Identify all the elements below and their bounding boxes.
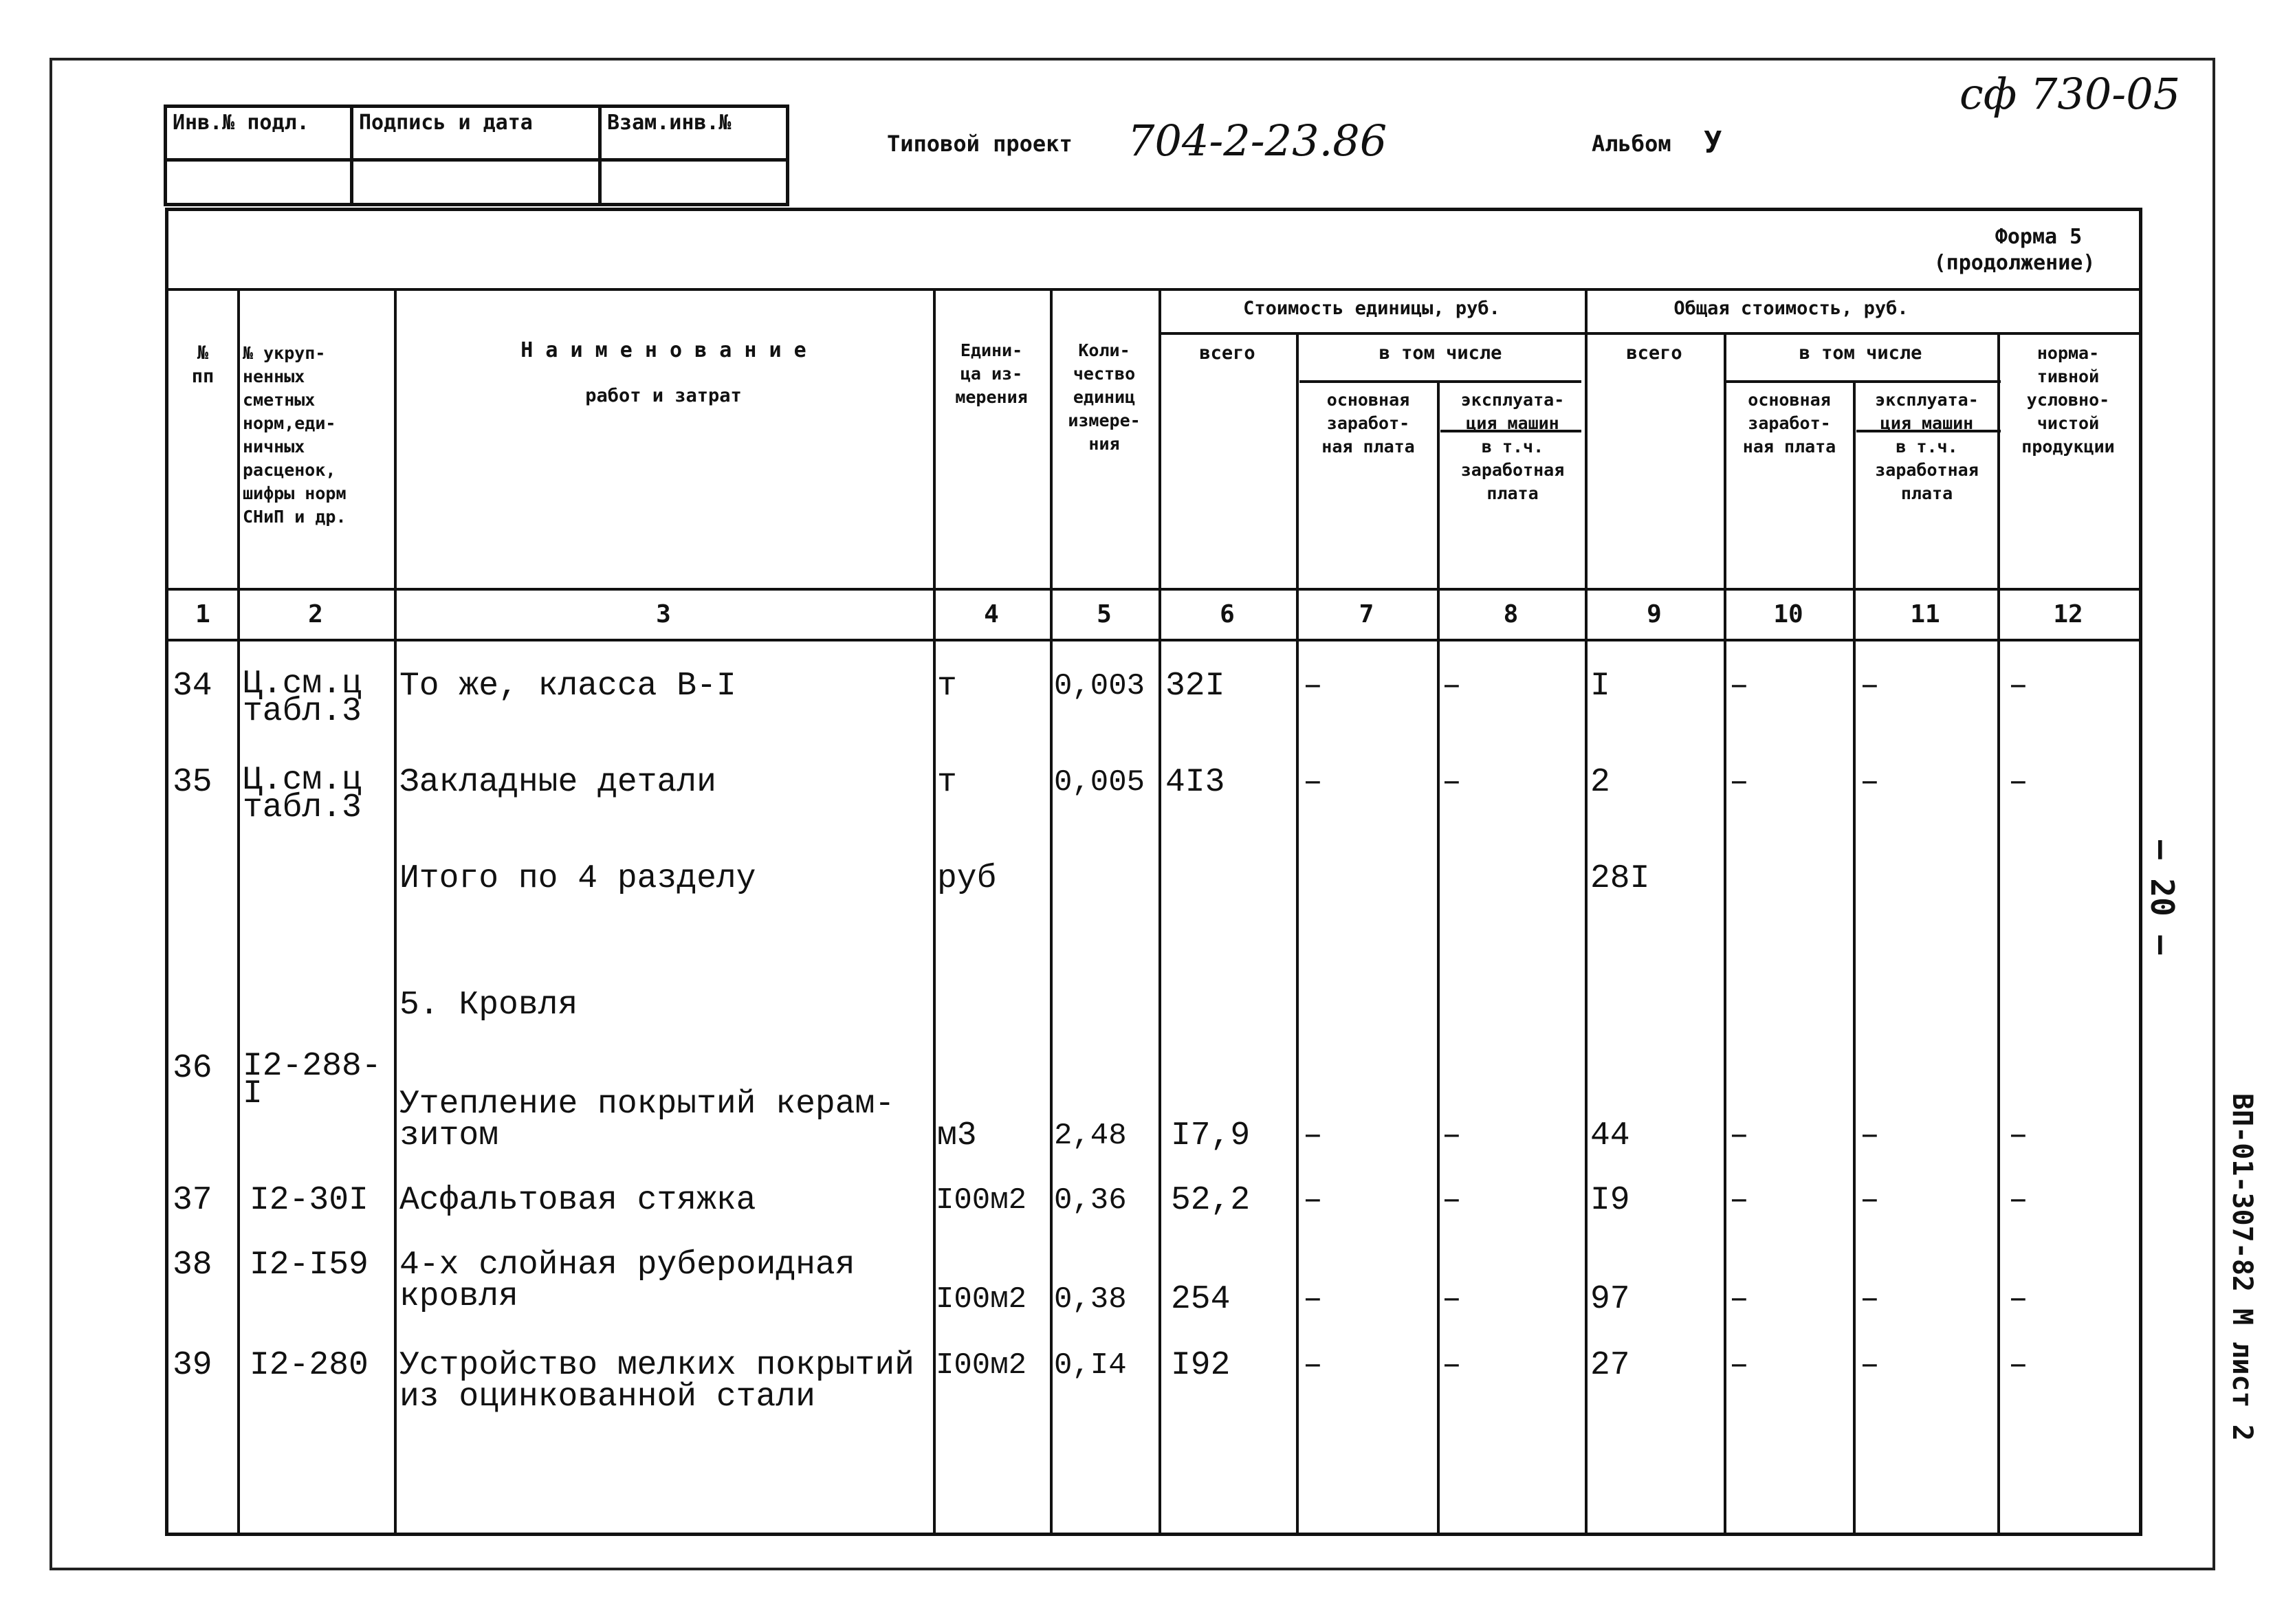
col-sep-7 xyxy=(1437,380,1440,1534)
form-label: Форма 5 xyxy=(1995,225,2083,249)
row37-total: I9 xyxy=(1590,1182,1630,1219)
header-col4: Едини- ца из- мерения xyxy=(955,340,1028,407)
row39-code: I2-280 xyxy=(250,1347,369,1384)
col-sep-2 xyxy=(394,288,397,1534)
colnum-7: 7 xyxy=(1359,600,1374,628)
col-sep-9 xyxy=(1724,332,1726,1534)
row39-c10: – xyxy=(1729,1347,1749,1384)
row39-c12: – xyxy=(2008,1347,2028,1384)
colnum-4: 4 xyxy=(984,600,999,628)
album-value: У xyxy=(1704,125,1722,160)
row39-c7: – xyxy=(1303,1347,1323,1384)
row34-c7: – xyxy=(1303,668,1323,705)
colnum-10: 10 xyxy=(1773,600,1803,628)
row35-c10: – xyxy=(1729,764,1749,801)
row39-c11: – xyxy=(1860,1347,1880,1384)
handwritten-code: сф 730-05 xyxy=(1959,69,2181,119)
colnum-2: 2 xyxy=(308,600,323,628)
row35-c8: – xyxy=(1442,764,1462,801)
colnum-9: 9 xyxy=(1647,600,1662,628)
page-number: – 20 – xyxy=(2144,840,2181,955)
row39-c8: – xyxy=(1442,1347,1462,1384)
row34-c8: – xyxy=(1442,668,1462,705)
row35-c7: – xyxy=(1303,764,1323,801)
header-unit-machines: эксплуата- ция машин xyxy=(1460,390,1565,433)
colnum-1: 1 xyxy=(195,600,210,628)
col-sep-1 xyxy=(237,288,240,1534)
col-sep-10 xyxy=(1853,380,1856,1534)
header-total-cost: Общая стоимость, руб. xyxy=(1673,298,1909,319)
row38-c11: – xyxy=(1860,1281,1880,1318)
row34-qty: 0,003 xyxy=(1054,669,1145,703)
colnum-6: 6 xyxy=(1220,600,1235,628)
header-grand-total: всего xyxy=(1626,342,1682,364)
row39-name: Устройство мелких покрытий из оцинкованной стали xyxy=(399,1347,914,1416)
row35-code: Ц.см.ц табл.3 xyxy=(243,762,362,826)
row38-name: 4-х слойная рубероидная кровля xyxy=(399,1247,855,1315)
row35-c12: – xyxy=(2008,764,2028,801)
header-col2: № укруп- ненных сметных норм,еди- ничных расценок, шифры норм СНиП и др. xyxy=(243,343,347,527)
stamp-vzam-value xyxy=(600,160,788,205)
row34-c11: – xyxy=(1860,668,1880,705)
project-number: 704-2-23.86 xyxy=(1128,116,1387,166)
header-col1: № пп xyxy=(191,342,215,387)
col-sep-11 xyxy=(1997,332,2000,1534)
row38-total: 97 xyxy=(1590,1281,1630,1318)
colnum-12: 12 xyxy=(2053,600,2083,628)
row36-unit: м3 xyxy=(937,1117,977,1154)
rule-group-head xyxy=(1159,332,2139,335)
row37-c10: – xyxy=(1729,1182,1749,1219)
row36-c12: – xyxy=(2008,1117,2028,1154)
row36-total: 44 xyxy=(1590,1117,1630,1154)
subtotal-unit: руб xyxy=(937,860,997,897)
row34-c12: – xyxy=(2008,668,2028,705)
row34-n: 34 xyxy=(173,668,212,705)
header-total-wages: основная заработ- ная плата xyxy=(1742,390,1836,457)
row34-c10: – xyxy=(1729,668,1749,705)
col-sep-8 xyxy=(1585,288,1588,1534)
header-col5: Коли- чество единиц измере- ния xyxy=(1068,340,1141,454)
row38-qty: 0,38 xyxy=(1054,1282,1127,1317)
row34-cost: 32I xyxy=(1165,668,1225,705)
stamp-inv-label: Инв.№ подл. xyxy=(166,107,352,160)
header-col12: норма- тивной условно- чистой продукции xyxy=(2021,343,2115,457)
sheet-code: ВП-01-307-82 М лист 2 xyxy=(2226,1093,2258,1441)
rule-top xyxy=(168,288,2139,291)
row36-name: Утепление покрытий керам- зитом xyxy=(399,1086,895,1154)
rule-header-bottom xyxy=(168,588,2139,591)
row35-name: Закладные детали xyxy=(399,764,716,801)
col-sep-6 xyxy=(1296,332,1299,1534)
row37-unit: I00м2 xyxy=(936,1183,1027,1218)
col-sep-3 xyxy=(933,288,936,1534)
row39-qty: 0,I4 xyxy=(1054,1348,1127,1383)
row35-c11: – xyxy=(1860,764,1880,801)
header-total-machines: эксплуата- ция машин xyxy=(1875,390,1979,433)
row37-c11: – xyxy=(1860,1182,1880,1219)
row36-c7: – xyxy=(1303,1117,1323,1154)
row36-cost: I7,9 xyxy=(1171,1117,1251,1154)
col-sep-5 xyxy=(1159,288,1161,1534)
stamp-sign-value xyxy=(352,160,600,205)
header-total-machine-wages: в т.ч. заработная плата xyxy=(1875,437,1979,503)
row36-n: 36 xyxy=(173,1050,212,1087)
stamp-inv-value xyxy=(166,160,352,205)
row34-total: I xyxy=(1590,668,1610,705)
row37-c12: – xyxy=(2008,1182,2028,1219)
subtotal-total: 28I xyxy=(1590,860,1650,897)
row37-cost: 52,2 xyxy=(1171,1182,1251,1219)
row37-name: Асфальтовая стяжка xyxy=(399,1182,756,1219)
row34-code: Ц.см.ц табл.3 xyxy=(243,666,362,730)
row36-c11: – xyxy=(1860,1117,1880,1154)
row38-code: I2-I59 xyxy=(250,1247,369,1284)
header-unit-cost: Стоимость единицы, руб. xyxy=(1243,298,1500,319)
row37-c7: – xyxy=(1303,1182,1323,1219)
header-unit-including: в том числе xyxy=(1379,342,1502,364)
header-unit-wages: основная заработ- ная плата xyxy=(1321,390,1415,457)
row36-c10: – xyxy=(1729,1117,1749,1154)
colnum-3: 3 xyxy=(656,600,671,628)
header-col3-title: Н а и м е н о в а н и е xyxy=(520,338,806,362)
rule-unit-sub xyxy=(1299,380,1581,383)
colnum-5: 5 xyxy=(1097,600,1112,628)
header-unit-machine-wages: в т.ч. заработная плата xyxy=(1460,437,1565,503)
row37-n: 37 xyxy=(173,1182,212,1219)
row37-qty: 0,36 xyxy=(1054,1183,1127,1218)
stamp-sign-label: Подпись и дата xyxy=(352,107,600,160)
estimate-table xyxy=(165,208,2142,1536)
project-label: Типовой проект xyxy=(887,131,1073,157)
row38-cost: 254 xyxy=(1171,1281,1231,1318)
row35-n: 35 xyxy=(173,764,212,801)
rule-numbers-bottom xyxy=(168,639,2139,641)
row36-code: I2-288- I xyxy=(243,1048,382,1112)
section-heading: 5. Кровля xyxy=(399,987,578,1024)
row38-c12: – xyxy=(2008,1281,2028,1318)
row38-c10: – xyxy=(1729,1281,1749,1318)
row37-code: I2-30I xyxy=(250,1182,369,1219)
header-col3-sub: работ и затрат xyxy=(585,385,742,406)
row35-cost: 4I3 xyxy=(1165,764,1225,801)
stamp-block xyxy=(164,105,789,206)
row36-qty: 2,48 xyxy=(1054,1119,1127,1153)
colnum-11: 11 xyxy=(1910,600,1940,628)
album-label: Альбом xyxy=(1592,131,1671,157)
subtotal-name: Итого по 4 разделу xyxy=(399,860,756,897)
row35-unit: т xyxy=(937,764,957,801)
row39-total: 27 xyxy=(1590,1347,1630,1384)
rule-total-sub xyxy=(1726,380,2001,383)
row38-unit: I00м2 xyxy=(936,1282,1027,1317)
header-unit-total: всего xyxy=(1199,342,1255,364)
col-sep-4 xyxy=(1050,288,1053,1534)
row36-c8: – xyxy=(1442,1117,1462,1154)
row35-qty: 0,005 xyxy=(1054,765,1145,800)
row38-n: 38 xyxy=(173,1247,212,1284)
form-sub: (продолжение) xyxy=(1933,251,2096,275)
row34-name: То же, класса В-I xyxy=(399,668,736,705)
row38-c8: – xyxy=(1442,1281,1462,1318)
row35-total: 2 xyxy=(1590,764,1610,801)
row39-n: 39 xyxy=(173,1347,212,1384)
stamp-vzam-label: Взам.инв.№ xyxy=(600,107,788,160)
row34-unit: т xyxy=(937,668,957,705)
row39-unit: I00м2 xyxy=(936,1348,1027,1383)
header-total-including: в том числе xyxy=(1799,342,1922,364)
row38-c7: – xyxy=(1303,1281,1323,1318)
row37-c8: – xyxy=(1442,1182,1462,1219)
colnum-8: 8 xyxy=(1503,600,1519,628)
row39-cost: I92 xyxy=(1171,1347,1231,1384)
